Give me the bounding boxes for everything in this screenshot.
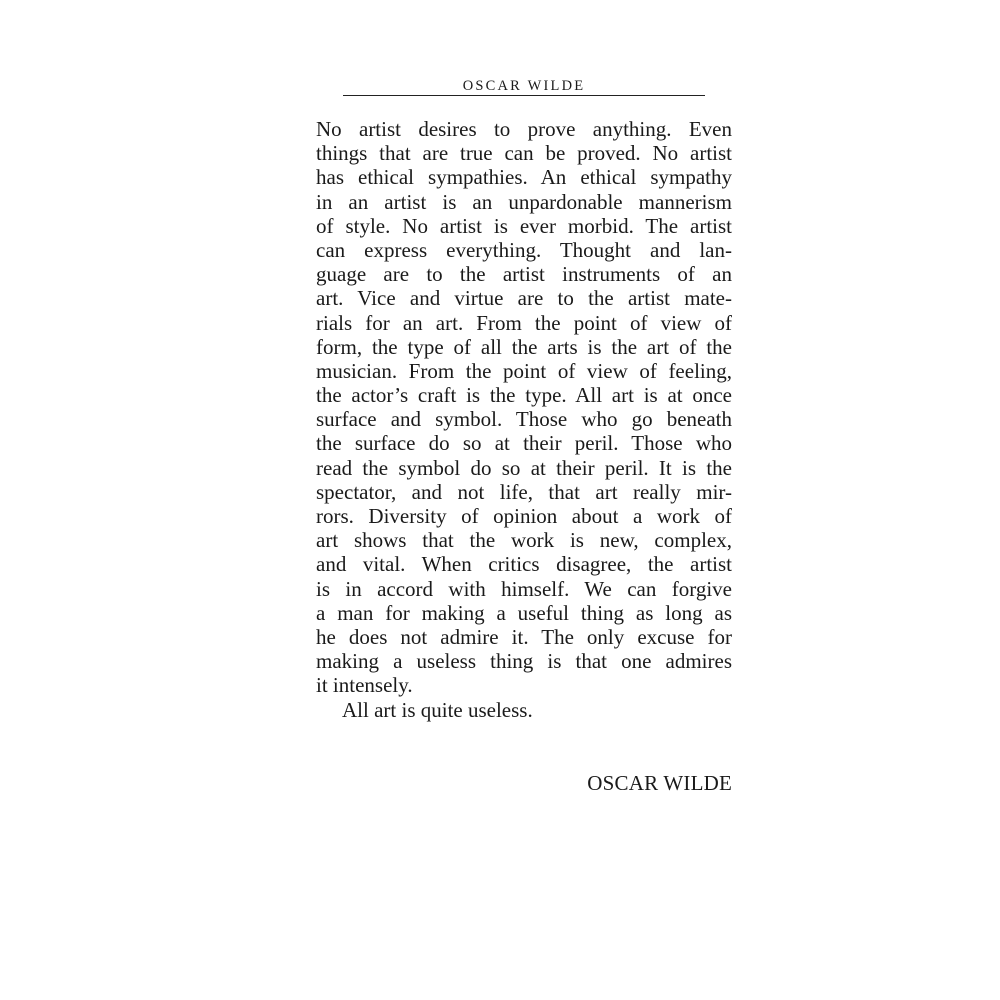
running-head: OSCAR WILDE: [462, 78, 586, 94]
text-line: spectator, and not life, that art really mir-: [316, 479, 732, 504]
text-line: of style. No artist is ever morbid. The artist: [316, 213, 732, 238]
text-line: rors. Diversity of opinion about a work of: [316, 504, 732, 528]
text-line: has ethical sympathies. An ethical sympathy: [316, 165, 732, 190]
text-line: in an artist is an unpardonable mannerism: [316, 189, 732, 214]
header-rule: [343, 95, 705, 96]
text-line: musician. From the point of view of feeling,: [316, 358, 732, 383]
text-line: a man for making a useful thing as long as: [316, 600, 732, 625]
text-line: the surface do so at their peril. Those who: [316, 431, 732, 456]
text-line: art shows that the work is new, complex,: [316, 528, 732, 553]
text-line: form, the type of all the arts is the art of the: [316, 334, 732, 359]
text-line: art. Vice and virtue are to the artist mate-: [316, 286, 732, 311]
text-line: surface and symbol. Those who go beneath: [316, 407, 732, 432]
text-line-last: it intensely.: [316, 673, 413, 698]
text-line: things that are true can be proved. No artist: [316, 141, 732, 166]
text-line: can express everything. Thought and lan-: [316, 237, 732, 262]
text-line: and vital. When critics disagree, the artist: [316, 552, 732, 577]
author-signature: OSCAR WILDE: [587, 771, 732, 795]
closing-line: All art is quite useless.: [342, 697, 533, 722]
text-line: is in accord with himself. We can forgive: [316, 576, 732, 601]
text-line: making a useless thing is that one admires: [316, 649, 732, 674]
body-text: [316, 117, 732, 722]
text-line: the actor’s craft is the type. All art is at once: [316, 383, 732, 408]
text-line: No artist desires to prove anything. Even: [316, 117, 732, 141]
text-line: rials for an art. From the point of view of: [316, 310, 732, 335]
text-line: read the symbol do so at their peril. It is the: [316, 455, 732, 480]
text-line: he does not admire it. The only excuse for: [316, 624, 732, 649]
text-line: guage are to the artist instruments of an: [316, 262, 732, 287]
